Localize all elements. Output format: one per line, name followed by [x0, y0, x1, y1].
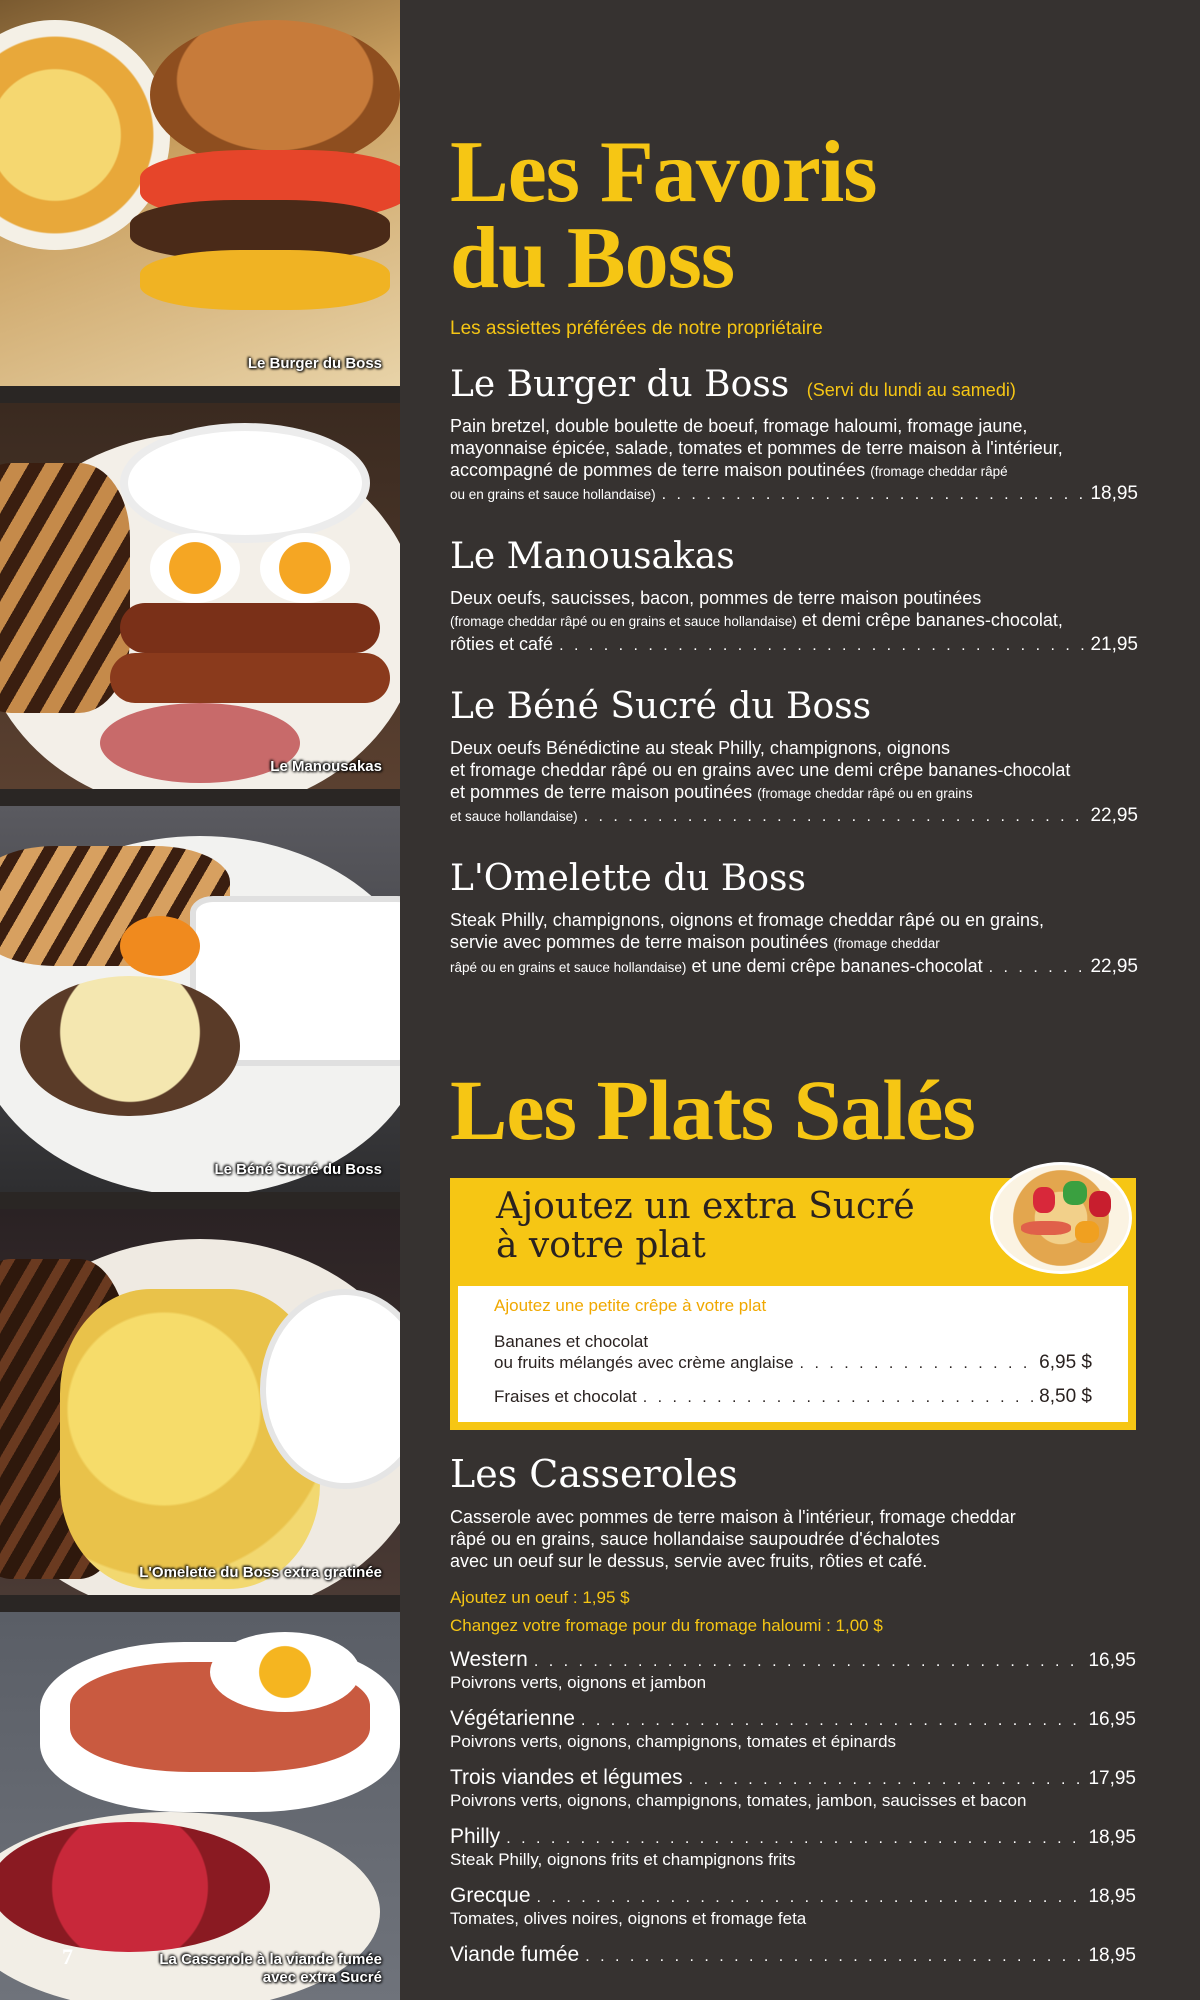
- casserole-item-viande-fumee: [450, 1943, 1136, 1967]
- title-line: Les Favoris: [450, 124, 877, 221]
- dot-leader: [534, 1653, 1083, 1671]
- desc-line: mayonnaise épicée, salade, tomates et pommes de terre maison à l'intérieur,: [450, 438, 1063, 458]
- extra-subtitle: Ajoutez une petite crêpe à votre plat: [494, 1296, 767, 1315]
- item-description: [450, 415, 1138, 506]
- desc-line: râpé ou en grains, sauce hollandaise saupoudrée d'échalotes: [450, 1529, 940, 1549]
- desc-line: [450, 609, 1138, 633]
- caption-line: avec extra Sucré: [262, 1969, 382, 1987]
- photo-bene: [0, 806, 400, 1192]
- price-line: [450, 805, 1138, 828]
- casserole-price: 18,95: [1088, 1945, 1136, 1966]
- item-name: Le Burger du Boss: [450, 364, 790, 405]
- desc-line: Pain bretzel, double boulette de boeuf, fromage haloumi, fromage jaune,: [450, 416, 1028, 436]
- casserole-name: Trois viandes et légumes: [450, 1766, 683, 1789]
- caption-line: La Casserole à la viande fumée: [159, 1950, 382, 1968]
- desc-line: [450, 931, 1138, 955]
- casserole-price: 16,95: [1088, 1709, 1136, 1730]
- photo-caption: Le Burger du Boss: [247, 355, 382, 373]
- dot-leader: [506, 1830, 1082, 1848]
- casserole-name: Grecque: [450, 1884, 531, 1907]
- item-price: 21,95: [1090, 634, 1138, 655]
- dot-leader: [581, 1712, 1083, 1730]
- option-line: ou fruits mélangés avec crème anglaise: [494, 1353, 794, 1372]
- desc-small: (fromage cheddar râpé ou en grains et sauce hollandaise): [450, 614, 797, 629]
- desc-line: [450, 781, 1138, 805]
- item-description: [450, 909, 1138, 979]
- option-price: 6,95 $: [1039, 1352, 1092, 1373]
- casserole-desc: Poivrons verts, oignons, champignons, tomates et épinards: [450, 1732, 897, 1751]
- casserole-item-philly: [450, 1825, 1136, 1870]
- price-line: [450, 1707, 1136, 1731]
- item-title: Le Béné Sucré du Boss: [450, 686, 872, 727]
- casserole-item-grecque: [450, 1884, 1136, 1929]
- menu-item-manousakas: [450, 536, 1138, 657]
- casserole-price: 17,95: [1088, 1768, 1136, 1789]
- casserole-extra-egg: Ajoutez un oeuf : 1,95 $: [450, 1588, 630, 1607]
- option-name: Fraises et chocolat: [494, 1387, 637, 1406]
- option-price: 8,50 $: [1039, 1386, 1092, 1407]
- title-line: à votre plat: [496, 1224, 706, 1266]
- title-line: Ajoutez un extra Sucré: [496, 1186, 915, 1227]
- desc-line: Deux oeufs Bénédictine au steak Philly, champignons, oignons: [450, 738, 950, 758]
- dot-leader: [559, 635, 1084, 657]
- desc-text: servie avec pommes de terre maison poutinées: [450, 932, 829, 952]
- item-note: (Servi du lundi au samedi): [806, 380, 1016, 400]
- casserole-name: Végétarienne: [450, 1707, 575, 1730]
- casserole-name: Western: [450, 1648, 528, 1671]
- price-line: [450, 1766, 1136, 1790]
- section-title-plats-sales: Les Plats Salés: [450, 1062, 975, 1158]
- item-title: Le Manousakas: [450, 536, 735, 577]
- photo-omelette: [0, 1209, 400, 1595]
- desc-small: râpé ou en grains et sauce hollandaise): [450, 960, 687, 975]
- desc-small: (fromage cheddar râpé ou en grains: [757, 786, 973, 801]
- extra-option-bananes: [494, 1332, 1092, 1374]
- dot-leader: [584, 806, 1085, 828]
- desc-small: ou en grains et sauce hollandaise): [450, 487, 656, 502]
- item-description: [450, 737, 1138, 828]
- casserole-item-trois-viandes: [450, 1766, 1136, 1811]
- desc-small: et sauce hollandaise): [450, 809, 578, 824]
- casserole-desc: Poivrons verts, oignons, champignons, tomates, jambon, saucisses et bacon: [450, 1791, 1027, 1810]
- desc-small: (fromage cheddar râpé: [870, 464, 1008, 479]
- extra-options: [458, 1286, 1128, 1422]
- section-title-casseroles: Les Casseroles: [450, 1452, 738, 1496]
- extra-option-fraises: [494, 1386, 1092, 1408]
- desc-line: Casserole avec pommes de terre maison à l'intérieur, fromage cheddar: [450, 1507, 1016, 1527]
- crepe-image: [990, 1162, 1132, 1274]
- option-line: Bananes et chocolat: [494, 1332, 649, 1351]
- desc-line: Deux oeufs, saucisses, bacon, pommes de terre maison poutinées: [450, 588, 982, 608]
- casserole-name: Viande fumée: [450, 1943, 580, 1966]
- casserole-name: Philly: [450, 1825, 501, 1848]
- page-number: 7: [62, 1944, 73, 1969]
- item-title: [450, 364, 1138, 405]
- item-price: 22,95: [1090, 805, 1138, 826]
- price-line: [450, 1884, 1136, 1908]
- casserole-item-vegetarienne: [450, 1707, 1136, 1752]
- desc-line: avec un oeuf sur le dessus, servie avec fruits, rôties et café.: [450, 1551, 928, 1571]
- menu-item-omelette: [450, 858, 1138, 979]
- photo-casserole: [0, 1612, 400, 2000]
- extra-title: [496, 1188, 915, 1266]
- photo-strip: [0, 0, 400, 2000]
- item-title: L'Omelette du Boss: [450, 858, 807, 899]
- photo-caption: Le Manousakas: [270, 758, 382, 776]
- extra-sucre-box: [450, 1178, 1136, 1430]
- desc-text: et pommes de terre maison poutinées: [450, 782, 753, 802]
- casserole-price: 18,95: [1088, 1827, 1136, 1848]
- title-line: du Boss: [450, 210, 735, 308]
- section-casseroles: [450, 1452, 1138, 1572]
- photo-burger: [0, 0, 400, 386]
- casseroles-description: [450, 1506, 1138, 1572]
- price-line: [450, 1825, 1136, 1849]
- dot-leader: [689, 1771, 1083, 1789]
- photo-caption: L'Omelette du Boss extra gratinée: [139, 1564, 382, 1582]
- casserole-price: 16,95: [1088, 1650, 1136, 1671]
- photo-caption: [159, 1951, 382, 1989]
- price-line: [450, 1648, 1136, 1672]
- item-price: 18,95: [1090, 483, 1138, 504]
- photo-caption: Le Béné Sucré du Boss: [214, 1161, 382, 1179]
- desc-line: [450, 459, 1138, 483]
- desc-small: (fromage cheddar: [833, 936, 940, 951]
- price-line: [450, 955, 1138, 979]
- price-line: [494, 1352, 1092, 1374]
- desc-line: Steak Philly, champignons, oignons et fromage cheddar râpé ou en grains,: [450, 910, 1045, 930]
- price-line: [450, 1943, 1136, 1967]
- dot-leader: [662, 484, 1085, 506]
- casserole-extra-cheese: Changez votre fromage pour du fromage haloumi : 1,00 $: [450, 1616, 883, 1635]
- casserole-item-western: [450, 1648, 1136, 1693]
- item-description: [450, 587, 1138, 657]
- item-price: 22,95: [1090, 956, 1138, 977]
- desc-text: rôties et café: [450, 634, 554, 654]
- dot-leader: [800, 1355, 1034, 1373]
- dot-leader: [537, 1889, 1083, 1907]
- casserole-desc: Poivrons verts, oignons et jambon: [450, 1673, 707, 1692]
- price-line: [450, 483, 1138, 506]
- menu-item-burger: [450, 364, 1138, 506]
- menu-item-bene: [450, 686, 1138, 828]
- dot-leader: [989, 957, 1085, 979]
- photo-manousakas: [0, 403, 400, 789]
- casserole-desc: Steak Philly, oignons frits et champignons frits: [450, 1850, 796, 1869]
- desc-text: et une demi crêpe bananes-chocolat: [691, 956, 983, 976]
- desc-text: accompagné de pommes de terre maison poutinées: [450, 460, 866, 480]
- casserole-price: 18,95: [1088, 1886, 1136, 1907]
- casserole-desc: Tomates, olives noires, oignons et fromage feta: [450, 1909, 807, 1928]
- price-line: [450, 633, 1138, 657]
- section-subtitle: Les assiettes préférées de notre propriétaire: [450, 318, 823, 339]
- dot-leader: [585, 1948, 1082, 1966]
- desc-text: et demi crêpe bananes-chocolat,: [801, 610, 1063, 630]
- dot-leader: [643, 1389, 1033, 1407]
- section-title-favoris: [450, 124, 877, 308]
- desc-line: et fromage cheddar râpé ou en grains avec une demi crêpe bananes-chocolat: [450, 760, 1071, 780]
